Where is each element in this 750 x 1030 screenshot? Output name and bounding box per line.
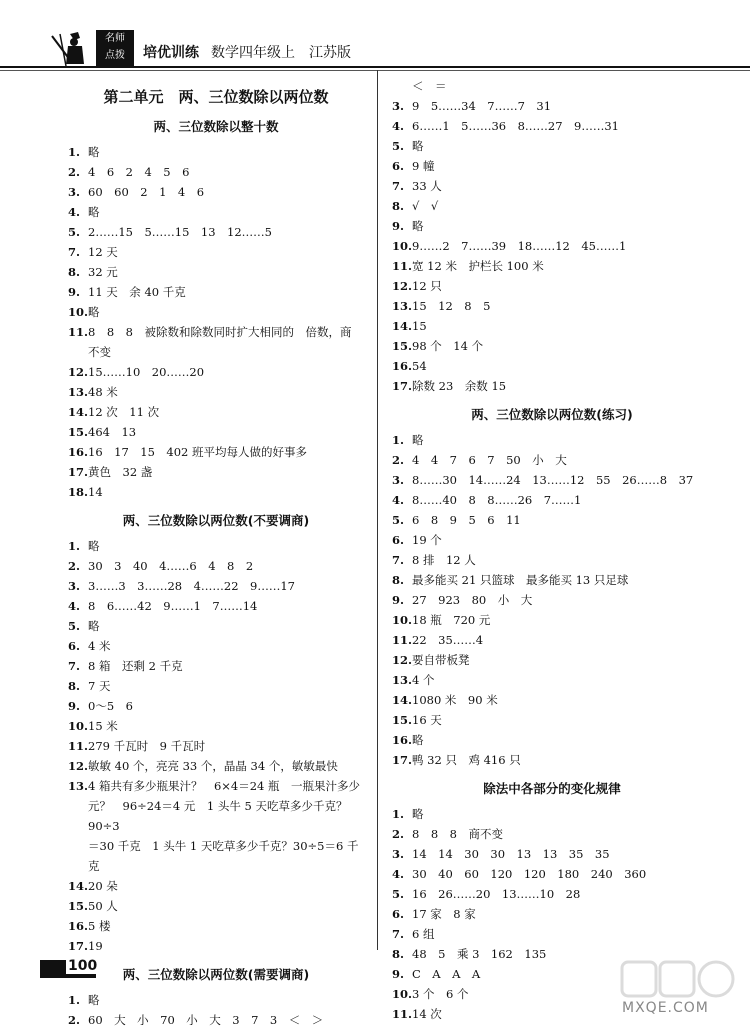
answer-text: 30 40 60 120 120 180 240 360 bbox=[412, 867, 647, 881]
answer-text: 6 8 9 5 6 11 bbox=[412, 513, 521, 527]
answer-item bbox=[68, 836, 364, 876]
answer-item bbox=[392, 510, 712, 530]
answer-item bbox=[392, 804, 712, 824]
answer-text: 略 bbox=[88, 205, 100, 219]
answer-item bbox=[392, 670, 712, 690]
answer-text: 22 35……4 bbox=[412, 633, 484, 647]
answer-item bbox=[68, 1010, 364, 1030]
answer-text: C A A A bbox=[412, 967, 481, 981]
answer-item bbox=[68, 482, 364, 502]
answer-item bbox=[68, 716, 364, 736]
answer-item bbox=[68, 936, 364, 956]
answer-number: 11. bbox=[68, 325, 89, 339]
answer-text: 元？ 96÷24＝4 元 1 头牛 5 天吃草多少千克？90÷3 bbox=[88, 799, 348, 833]
answer-item bbox=[392, 490, 712, 510]
answer-number: 15. bbox=[68, 425, 89, 439]
answer-number: 12. bbox=[392, 279, 413, 293]
answer-item bbox=[68, 796, 364, 836]
answer-text: 12 天 bbox=[88, 245, 118, 259]
answer-item bbox=[392, 650, 712, 670]
answer-item bbox=[68, 696, 364, 716]
answer-text: 9……2 7……39 18……12 45……1 bbox=[412, 239, 627, 253]
answer-number: 11. bbox=[392, 259, 413, 273]
answer-item bbox=[68, 576, 364, 596]
answer-text: 鸭 32 只 鸡 416 只 bbox=[412, 753, 521, 767]
header-rule bbox=[0, 66, 750, 68]
answer-text: 12 次 11 次 bbox=[88, 405, 160, 419]
edition-name: 江苏版 bbox=[309, 45, 351, 61]
answer-number: 6. bbox=[392, 159, 405, 173]
answer-item bbox=[68, 182, 364, 202]
answer-number: 14. bbox=[68, 879, 89, 893]
answer-number: 6. bbox=[68, 639, 81, 653]
answer-number: 2. bbox=[68, 1013, 81, 1027]
answer-item bbox=[68, 402, 364, 422]
unit-title: 第二单元 两、三位数除以两位数 bbox=[103, 88, 329, 106]
answer-text: 略 bbox=[88, 539, 100, 553]
answer-text: 8 箱 还剩 2 千克 bbox=[88, 659, 183, 673]
answer-number: 11. bbox=[392, 1007, 413, 1021]
answer-item bbox=[392, 690, 712, 710]
section-title: 两、三位数除以两位数(不要调商) bbox=[122, 513, 310, 528]
answer-number: 18. bbox=[68, 485, 89, 499]
answer-text: 9 幢 bbox=[412, 159, 435, 173]
page-number: 100 bbox=[68, 958, 98, 974]
answer-item bbox=[392, 116, 712, 136]
answer-item bbox=[392, 336, 712, 356]
answer-text: 17 家 8 家 bbox=[412, 907, 476, 921]
answer-item bbox=[392, 610, 712, 630]
answer-number: 2. bbox=[392, 453, 405, 467]
answer-item bbox=[68, 162, 364, 182]
answer-text: 略 bbox=[412, 139, 424, 153]
answer-item bbox=[392, 316, 712, 336]
answer-text: 16 天 bbox=[412, 713, 442, 727]
answer-item bbox=[68, 756, 364, 776]
answer-text: 略 bbox=[88, 619, 100, 633]
answer-number: 6. bbox=[392, 533, 405, 547]
answer-item bbox=[392, 864, 712, 884]
answer-item bbox=[392, 196, 712, 216]
answer-item bbox=[392, 96, 712, 116]
answer-number: 16. bbox=[392, 733, 413, 747]
answer-text: 1080 米 90 米 bbox=[412, 693, 498, 707]
answer-item bbox=[392, 824, 712, 844]
answer-text: 16 17 15 402 班平均每人做的好事多 bbox=[88, 445, 308, 459]
answer-text: 略 bbox=[88, 145, 100, 159]
answer-item bbox=[392, 570, 712, 590]
answer-item bbox=[392, 924, 712, 944]
logo-figure-icon bbox=[40, 30, 92, 68]
answer-item bbox=[392, 236, 712, 256]
answer-text: 略 bbox=[412, 807, 424, 821]
answer-item bbox=[68, 876, 364, 896]
answer-text: 15……10 20……20 bbox=[88, 365, 205, 379]
page-header bbox=[0, 0, 750, 75]
answer-item bbox=[392, 470, 712, 490]
watermark-url: MXQE.COM bbox=[622, 1000, 709, 1016]
answer-number: 10. bbox=[392, 987, 413, 1001]
answer-number: 9. bbox=[68, 285, 81, 299]
answer-number: 15. bbox=[392, 339, 413, 353]
answer-text: 8 8 8 被除数和除数同时扩大相同的 倍数，商 bbox=[88, 325, 352, 339]
answer-item bbox=[68, 656, 364, 676]
answer-item bbox=[68, 916, 364, 936]
answer-number: 8. bbox=[68, 679, 81, 693]
answer-number: 4. bbox=[392, 119, 405, 133]
answer-item bbox=[392, 376, 712, 396]
answer-text: 54 bbox=[412, 359, 427, 373]
answer-text: 要自带板凳 bbox=[412, 653, 470, 667]
answer-text: 0～5 6 bbox=[88, 699, 133, 713]
answer-number: 9. bbox=[68, 699, 81, 713]
answer-number: 17. bbox=[68, 465, 89, 479]
answer-number: 1. bbox=[68, 539, 81, 553]
answer-text: 60 大 小 70 小 大 3 7 3 ＜ ＞ bbox=[88, 1013, 324, 1027]
answer-text: 4 6 2 4 5 6 bbox=[88, 165, 190, 179]
answer-item bbox=[392, 904, 712, 924]
answer-text: 略 bbox=[412, 433, 424, 447]
answer-item bbox=[68, 636, 364, 656]
answer-text: 略 bbox=[412, 733, 424, 747]
answer-item bbox=[392, 450, 712, 470]
answer-item bbox=[68, 990, 364, 1010]
answer-number: 2. bbox=[68, 165, 81, 179]
answer-text: 8 8 8 商不变 bbox=[412, 827, 503, 841]
answer-text: 30 3 40 4……6 4 8 2 bbox=[88, 559, 254, 573]
answer-item bbox=[68, 896, 364, 916]
answer-text: 8 6……42 9……1 7……14 bbox=[88, 599, 258, 613]
brand-logo bbox=[96, 30, 134, 66]
answer-number: 13. bbox=[392, 673, 413, 687]
answer-number: 4. bbox=[392, 493, 405, 507]
answer-item bbox=[392, 256, 712, 276]
answer-text: 4 个 bbox=[412, 673, 435, 687]
answer-item bbox=[392, 276, 712, 296]
answer-number: 13. bbox=[68, 385, 89, 399]
answer-item bbox=[68, 556, 364, 576]
answer-text: 8……30 14……24 13……12 55 26……8 37 bbox=[412, 473, 694, 487]
answer-text: √ √ bbox=[412, 199, 439, 213]
answer-text: 18 瓶 720 元 bbox=[412, 613, 491, 627]
answer-text: 464 13 bbox=[88, 425, 137, 439]
brand-top: 名师 bbox=[105, 33, 125, 44]
answer-number: 7. bbox=[68, 659, 81, 673]
answer-text: 黄色 32 盏 bbox=[88, 465, 153, 479]
answer-number: 2. bbox=[68, 559, 81, 573]
answer-number: 2. bbox=[392, 827, 405, 841]
answer-number: 12. bbox=[392, 653, 413, 667]
answer-item bbox=[68, 422, 364, 442]
answer-item bbox=[68, 222, 364, 242]
answer-number: 11. bbox=[392, 633, 413, 647]
answer-number: 5. bbox=[68, 619, 81, 633]
answer-number: 17. bbox=[392, 379, 413, 393]
answer-number: 4. bbox=[68, 205, 81, 219]
answer-text: 4 米 bbox=[88, 639, 111, 653]
answer-number: 14. bbox=[392, 693, 413, 707]
answer-number: 14. bbox=[68, 405, 89, 419]
answer-item bbox=[392, 176, 712, 196]
answer-item bbox=[392, 750, 712, 770]
answer-number: 5. bbox=[392, 139, 405, 153]
answer-text: 279 千瓦时 9 千瓦时 bbox=[88, 739, 206, 753]
right-column bbox=[392, 76, 712, 1024]
answer-number: 8. bbox=[68, 265, 81, 279]
answer-item bbox=[392, 590, 712, 610]
answer-item bbox=[392, 296, 712, 316]
answer-number: 13. bbox=[392, 299, 413, 313]
answer-number: 4. bbox=[392, 867, 405, 881]
answer-number: 12. bbox=[68, 365, 89, 379]
answer-item bbox=[68, 262, 364, 282]
answer-number: 1. bbox=[68, 145, 81, 159]
answer-item bbox=[68, 596, 364, 616]
answer-number: 8. bbox=[392, 947, 405, 961]
answer-number: 1. bbox=[392, 807, 405, 821]
answer-number: 3. bbox=[392, 473, 405, 487]
answer-text: 除数 23 余数 15 bbox=[412, 379, 507, 393]
answer-text: 4 箱共有多少瓶果汁？ 6×4＝24 瓶 一瓶果汁多少 bbox=[88, 779, 361, 793]
answer-text: 9 5……34 7……7 31 bbox=[412, 99, 552, 113]
answer-number: 10. bbox=[68, 305, 89, 319]
answer-item bbox=[392, 356, 712, 376]
answer-text: 14 次 bbox=[412, 1007, 442, 1021]
answer-number: 4. bbox=[68, 599, 81, 613]
answer-text: 14 bbox=[88, 485, 103, 499]
subject-name: 数学四年级上 bbox=[211, 45, 295, 61]
answer-number: 14. bbox=[392, 319, 413, 333]
answer-number: 7. bbox=[392, 927, 405, 941]
answer-item bbox=[68, 362, 364, 382]
answer-text: 15 bbox=[412, 319, 427, 333]
answer-text: 48 米 bbox=[88, 385, 118, 399]
section-title: 两、三位数除以两位数(练习) bbox=[471, 407, 633, 422]
header-rule-thin bbox=[0, 70, 750, 71]
answer-text: 50 人 bbox=[88, 899, 118, 913]
answer-text: 略 bbox=[88, 305, 100, 319]
series-name: 培优训练 bbox=[143, 45, 199, 61]
answer-number: 7. bbox=[392, 553, 405, 567]
answer-number: 10. bbox=[392, 239, 413, 253]
answer-number: 3. bbox=[392, 847, 405, 861]
answer-number: 7. bbox=[68, 245, 81, 259]
answer-number: 16. bbox=[68, 445, 89, 459]
section-title: 除法中各部分的变化规律 bbox=[483, 781, 621, 796]
answer-text: 11 天 余 40 千克 bbox=[88, 285, 186, 299]
answer-number: 8. bbox=[392, 199, 405, 213]
answer-text: 15 12 8 5 bbox=[412, 299, 491, 313]
answer-item bbox=[392, 156, 712, 176]
answer-item bbox=[68, 616, 364, 636]
answer-text: 15 米 bbox=[88, 719, 118, 733]
answer-item bbox=[392, 630, 712, 650]
left-column bbox=[68, 82, 364, 1030]
answer-number: 5. bbox=[68, 225, 81, 239]
answer-text: 60 60 2 1 4 6 bbox=[88, 185, 205, 199]
answer-number: 1. bbox=[68, 993, 81, 1007]
answer-item bbox=[392, 844, 712, 864]
answer-item bbox=[392, 730, 712, 750]
answer-text: 32 元 bbox=[88, 265, 118, 279]
answer-item bbox=[68, 536, 364, 556]
continuation-line: ＜ ＝ bbox=[412, 79, 447, 93]
brand-bottom: 点拨 bbox=[105, 50, 125, 61]
answer-text: 略 bbox=[412, 219, 424, 233]
answer-text: 6……1 5……36 8……27 9……31 bbox=[412, 119, 619, 133]
answer-item bbox=[392, 430, 712, 450]
answer-text: 最多能买 21 只篮球 最多能买 13 只足球 bbox=[412, 573, 629, 587]
answer-number: 5. bbox=[392, 887, 405, 901]
answer-item bbox=[392, 884, 712, 904]
answer-item bbox=[68, 676, 364, 696]
answer-item bbox=[68, 382, 364, 402]
answer-item bbox=[68, 202, 364, 222]
answer-item bbox=[68, 736, 364, 756]
answer-number: 9. bbox=[392, 593, 405, 607]
answer-text: 20 朵 bbox=[88, 879, 118, 893]
section-title: 两、三位数除以整十数 bbox=[153, 119, 279, 134]
answer-number: 15. bbox=[68, 899, 89, 913]
answer-text: ＝30 千克 1 头牛 1 天吃草多少千克？30÷5＝6 千克 bbox=[88, 839, 359, 873]
answer-number: 10. bbox=[68, 719, 89, 733]
answer-item bbox=[68, 442, 364, 462]
answer-number: 1. bbox=[392, 433, 405, 447]
answer-text: 27 923 80 小 大 bbox=[412, 593, 533, 607]
answer-text: 14 14 30 30 13 13 35 35 bbox=[412, 847, 610, 861]
answer-text: 宽 12 米 护栏长 100 米 bbox=[412, 259, 544, 273]
answer-text: 33 人 bbox=[412, 179, 442, 193]
answer-number: 15. bbox=[392, 713, 413, 727]
answer-text: 6 组 bbox=[412, 927, 435, 941]
answer-text: 3……3 3……28 4……22 9……17 bbox=[88, 579, 295, 593]
answer-number: 8. bbox=[392, 573, 405, 587]
answer-text: 2……15 5……15 13 12……5 bbox=[88, 225, 272, 239]
answer-text: 5 楼 bbox=[88, 919, 111, 933]
header-title bbox=[143, 42, 365, 62]
answer-item bbox=[68, 242, 364, 262]
answer-text: 略 bbox=[88, 993, 100, 1007]
answer-number: 13. bbox=[68, 779, 89, 793]
answer-item bbox=[68, 776, 364, 796]
answer-text: 3 个 6 个 bbox=[412, 987, 469, 1001]
answer-item bbox=[68, 462, 364, 482]
answer-item bbox=[392, 136, 712, 156]
answer-number: 7. bbox=[392, 179, 405, 193]
answer-number: 17. bbox=[68, 939, 89, 953]
answer-text: 8……40 8 8……26 7……1 bbox=[412, 493, 582, 507]
answer-item bbox=[68, 302, 364, 322]
answer-text: 98 个 14 个 bbox=[412, 339, 484, 353]
answer-text: 4 4 7 6 7 50 小 大 bbox=[412, 453, 567, 467]
answer-text: 不变 bbox=[88, 345, 111, 359]
answer-number: 9. bbox=[392, 219, 405, 233]
answer-text: 19 个 bbox=[412, 533, 442, 547]
answer-item bbox=[68, 322, 364, 342]
answer-number: 5. bbox=[392, 513, 405, 527]
answer-number: 11. bbox=[68, 739, 89, 753]
column-divider bbox=[377, 70, 378, 950]
answer-number: 17. bbox=[392, 753, 413, 767]
answer-text: 7 天 bbox=[88, 679, 111, 693]
answer-item bbox=[68, 282, 364, 302]
answer-number: 12. bbox=[68, 759, 89, 773]
answer-number: 9. bbox=[392, 967, 405, 981]
answer-text: 19 bbox=[88, 939, 103, 953]
answer-item bbox=[392, 710, 712, 730]
answer-text: 16 26……20 13……10 28 bbox=[412, 887, 581, 901]
answer-text: 8 排 12 人 bbox=[412, 553, 476, 567]
answer-item bbox=[68, 342, 364, 362]
answer-text: 敏敏 40 个，亮亮 33 个，晶晶 34 个，敏敏最快 bbox=[88, 759, 338, 773]
answer-number: 16. bbox=[392, 359, 413, 373]
answer-number: 16. bbox=[68, 919, 89, 933]
answer-number: 6. bbox=[392, 907, 405, 921]
answer-number: 3. bbox=[392, 99, 405, 113]
answer-text: 12 只 bbox=[412, 279, 442, 293]
answer-item bbox=[392, 530, 712, 550]
section-title: 两、三位数除以两位数(需要调商) bbox=[122, 967, 310, 982]
answer-number: 10. bbox=[392, 613, 413, 627]
answer-number: 3. bbox=[68, 185, 81, 199]
answer-item bbox=[392, 216, 712, 236]
answer-item bbox=[68, 142, 364, 162]
answer-item bbox=[392, 550, 712, 570]
answer-text: 48 5 乘 3 162 135 bbox=[412, 947, 547, 961]
answer-number: 3. bbox=[68, 579, 81, 593]
